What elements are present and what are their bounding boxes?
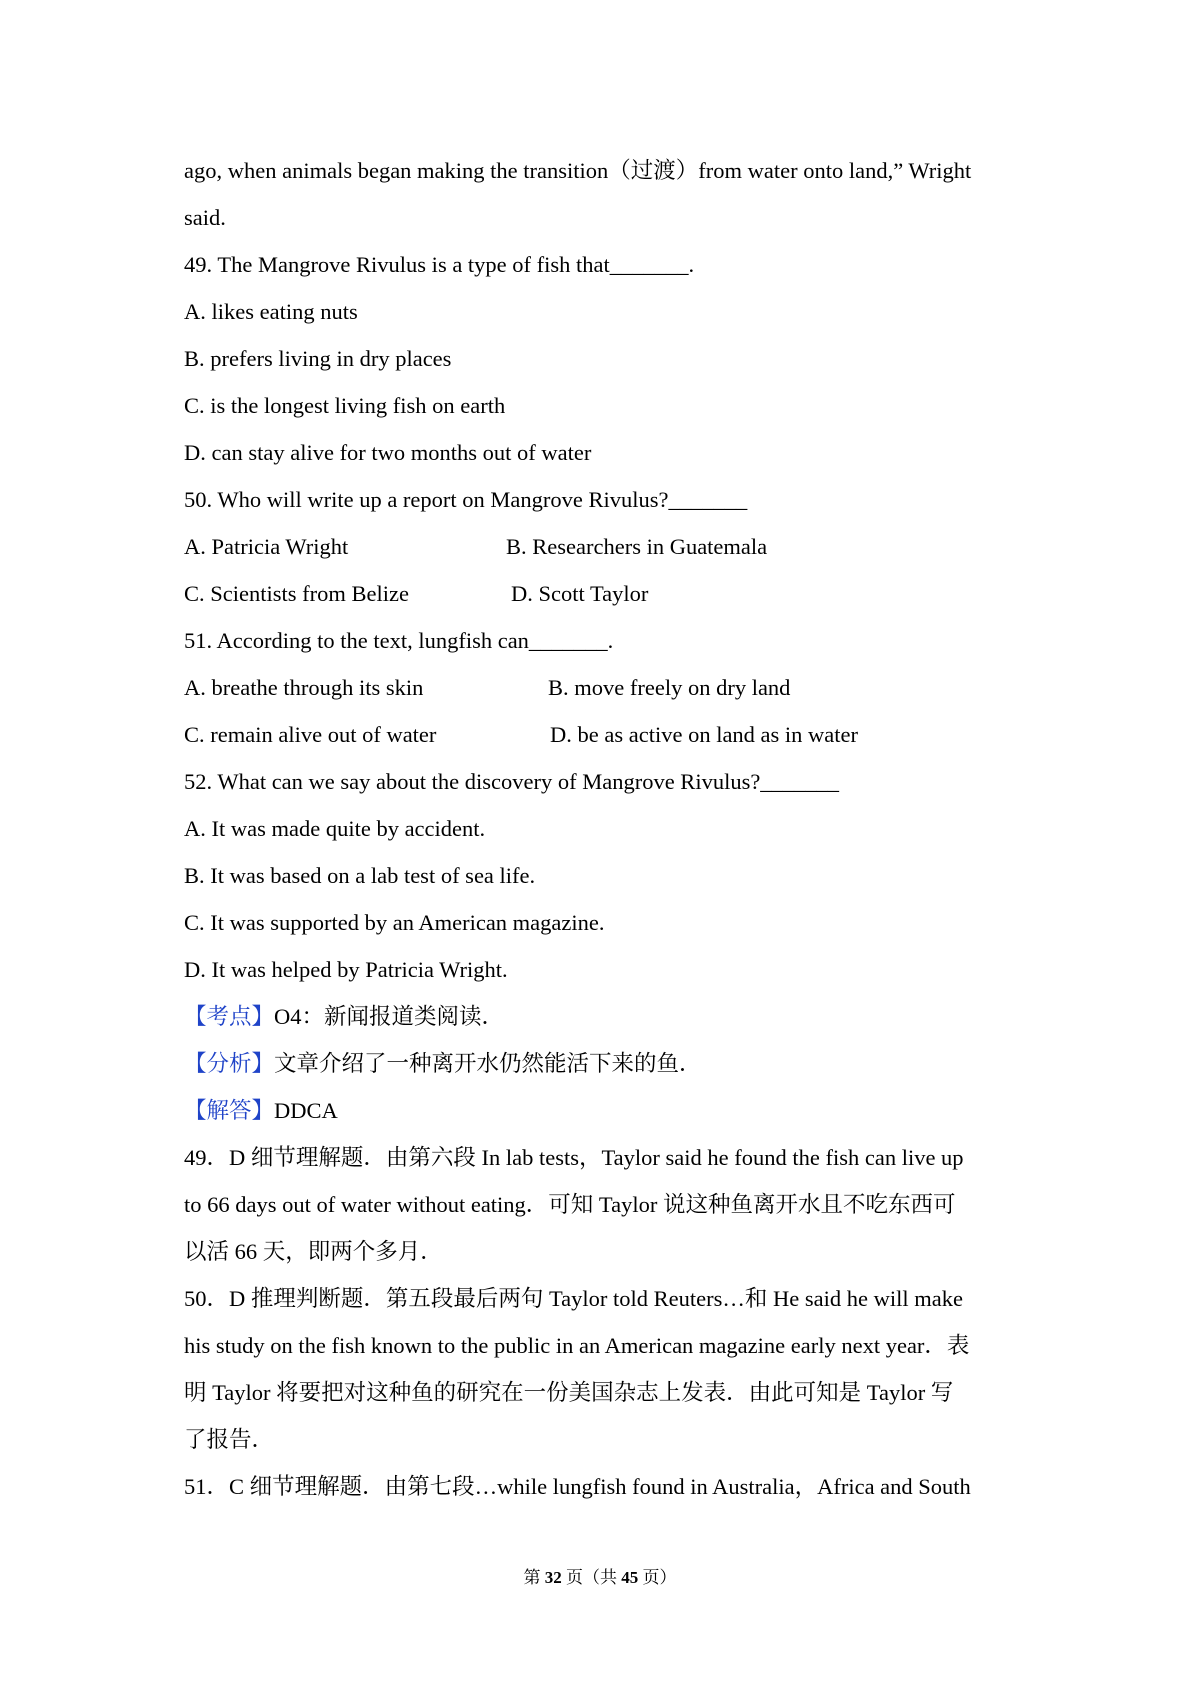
question-51-option-a: A. breathe through its skin	[184, 675, 424, 700]
jieda-label: 【解答】	[184, 1098, 275, 1123]
question-50-options-row1	[184, 532, 1030, 562]
question-52-option-b: B. It was based on a lab test of sea life.	[184, 863, 536, 888]
page-footer	[0, 1566, 1200, 1590]
jieda-text: DDCA	[274, 1098, 338, 1123]
question-50-options-row2	[184, 579, 1030, 609]
question-52-option-c: C. It was supported by an American magazine.	[184, 910, 605, 935]
footer-suffix: 页）	[638, 1568, 677, 1587]
passage-line: ago, when animals began making the transition（过渡）from water onto land,” Wright	[184, 158, 972, 183]
question-50-option-a: A. Patricia Wright	[184, 534, 349, 559]
question-51-stem: 51. According to the text, lungfish can_______.	[184, 628, 614, 653]
passage-line: said.	[184, 205, 226, 230]
jieda-row	[184, 1096, 1030, 1126]
kaodian-row	[184, 1002, 1030, 1032]
fenxi-row	[184, 1049, 1030, 1079]
kaodian-text: O4：新闻报道类阅读．	[274, 1004, 505, 1029]
question-51-options-row2	[184, 720, 1030, 750]
explanation-line: 明 Taylor 将要把对这种鱼的研究在一份美国杂志上发表．由此可知是 Taylor 写	[184, 1380, 954, 1405]
explanation-line: 以活 66 天，即两个多月．	[184, 1239, 443, 1264]
question-49-option-b: B. prefers living in dry places	[184, 346, 452, 371]
footer-page-number: 32	[544, 1568, 562, 1587]
question-51-option-c: C. remain alive out of water	[184, 722, 437, 747]
question-51-option-d: D. be as active on land as in water	[550, 722, 859, 747]
question-52-option-d: D. It was helped by Patricia Wright.	[184, 957, 508, 982]
kaodian-label: 【考点】	[184, 1004, 275, 1029]
question-49-option-d: D. can stay alive for two months out of water	[184, 440, 592, 465]
question-49-option-c: C. is the longest living fish on earth	[184, 393, 506, 418]
explanation-line: 51．C 细节理解题．由第七段…while lungfish found in Australia，Africa and South	[184, 1474, 971, 1499]
question-50-option-b: B. Researchers in Guatemala	[506, 534, 768, 559]
explanation-line: 了报告．	[184, 1427, 275, 1452]
question-49-stem: 49. The Mangrove Rivulus is a type of fish that_______.	[184, 252, 695, 277]
question-51-options-row1	[184, 673, 1030, 703]
footer-middle: 页（共	[561, 1568, 622, 1587]
fenxi-label: 【分析】	[184, 1051, 275, 1076]
footer-prefix: 第	[523, 1568, 545, 1587]
question-50-option-c: C. Scientists from Belize	[184, 581, 409, 606]
fenxi-text: 文章介绍了一种离开水仍然能活下来的鱼．	[274, 1051, 702, 1076]
question-52-option-a: A. It was made quite by accident.	[184, 816, 486, 841]
footer-total-pages: 45	[621, 1568, 639, 1587]
explanation-line: his study on the fish known to the public in an American magazine early next year．表	[184, 1333, 970, 1358]
question-51-option-b: B. move freely on dry land	[548, 675, 791, 700]
explanation-line: to 66 days out of water without eating．可知 Taylor 说这种鱼离开水且不吃东西可	[184, 1192, 956, 1217]
explanation-line: 50．D 推理判断题．第五段最后两句 Taylor told Reuters…和 He said he will make	[184, 1286, 963, 1311]
question-50-option-d: D. Scott Taylor	[511, 581, 649, 606]
explanation-line: 49．D 细节理解题．由第六段 In lab tests，Taylor said he found the fish can live up	[184, 1145, 964, 1170]
question-52-stem: 52. What can we say about the discovery of Mangrove Rivulus?_______	[184, 769, 840, 794]
question-49-option-a: A. likes eating nuts	[184, 299, 358, 324]
question-50-stem: 50. Who will write up a report on Mangrove Rivulus?_______	[184, 487, 748, 512]
